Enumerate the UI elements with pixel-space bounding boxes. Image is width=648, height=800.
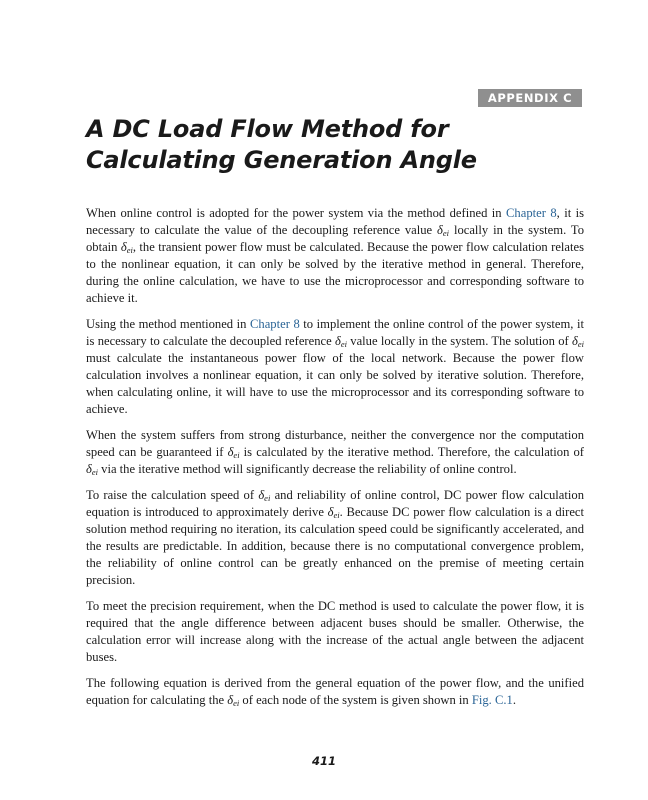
paragraph-text: via the iterative method will significantly decrease the reliability of online control. bbox=[98, 462, 517, 476]
paragraph-3 bbox=[86, 427, 584, 478]
paragraph-text: , it is necessary to calculate the value of the decoupling reference value bbox=[86, 206, 585, 237]
paragraph-text: of each node of the system is given shown in bbox=[239, 693, 472, 707]
paragraph-text: Using the method mentioned in bbox=[86, 317, 251, 331]
figure-c1-link[interactable]: Fig. C.1 bbox=[471, 693, 513, 707]
paragraph-1 bbox=[86, 205, 584, 307]
appendix-label: APPENDIX C bbox=[478, 89, 582, 107]
paragraph-5: To meet the precision requirement, when the DC method is used to calculate the power flow, it is required that the angle difference between adjacent buses should be smaller. Otherwise, the calculation error will increase along with the increase of the actual angle between the adjacent buses. bbox=[86, 599, 584, 664]
delta-ei-symbol: $\delta_{ei}$ bbox=[258, 488, 271, 503]
body-text bbox=[86, 205, 584, 718]
paragraph-text: . bbox=[512, 693, 516, 707]
paragraph-2 bbox=[86, 316, 584, 418]
paragraph-4 bbox=[86, 487, 584, 589]
delta-ei-symbol: $\delta_{ei}$ bbox=[227, 445, 240, 460]
delta-ei-symbol: $\delta_{ei}$ bbox=[327, 505, 340, 520]
paragraph-text: When online control is adopted for the power system via the method defined in bbox=[86, 206, 507, 220]
paragraph-text: to implement the online control of the power system, it is necessary to calculate the decoupled reference bbox=[86, 317, 585, 348]
paragraph-6 bbox=[86, 675, 584, 709]
delta-ei-symbol: $\delta_{ei}$ bbox=[334, 334, 347, 349]
paragraph-text: locally in the system. To obtain bbox=[86, 223, 584, 254]
delta-ei-symbol: $\delta_{ei}$ bbox=[227, 693, 240, 708]
page-number: 411 bbox=[311, 754, 336, 768]
paragraph-text: . Because DC power flow calculation is a direct solution method requiring no iteration, its calculation speed could be significantly accelerated, and the results are predictable. In addition, because there is no computational convergence problem, the reliability of online control can be greatly enhanced on the premise of meeting certain precision. bbox=[86, 505, 585, 587]
delta-ei-symbol: $\delta_{ei}$ bbox=[437, 223, 450, 238]
paragraph-text: value locally in the system. The solution of bbox=[346, 334, 573, 348]
chapter-title: A DC Load Flow Method for Calculating Generation Angle bbox=[86, 115, 477, 174]
paragraph-text: When the system suffers from strong disturbance, neither the convergence nor the computation speed can be guaranteed if bbox=[86, 428, 584, 459]
paragraph-text: To raise the calculation speed of bbox=[86, 488, 259, 502]
chapter-8-link[interactable]: Chapter 8 bbox=[506, 206, 557, 220]
delta-ei-symbol: $\delta_{ei}$ bbox=[86, 462, 98, 477]
paragraph-text: must calculate the instantaneous power flow of the local network. Because the power flow calculation involves a nonlinear equation, it can only be solved by iterative solution. Therefore, when calculating online, it will have to use the microprocessor and its corresponding software to achieve. bbox=[86, 351, 584, 416]
paragraph-text: and reliability of online control, DC power flow calculation equation is introduced to approximately derive bbox=[86, 488, 584, 519]
paragraph-text: The following equation is derived from the general equation of the power flow, and the unified equation for calculating the bbox=[86, 676, 584, 707]
delta-ei-symbol: $\delta_{ei}$ bbox=[572, 334, 585, 349]
chapter-8-link[interactable]: Chapter 8 bbox=[250, 317, 300, 331]
paragraph-text: is calculated by the iterative method. Therefore, the calculation of bbox=[239, 445, 585, 459]
delta-ei-symbol: $\delta_{ei}$ bbox=[120, 240, 133, 255]
paragraph-text: , the transient power flow must be calculated. Because the power flow calculation relates to the nonlinear equation, it can only be solved by the iterative method in general. Therefore, during the online calculation, we have to use the microprocessor and corresponding software to achieve it. bbox=[86, 240, 584, 305]
